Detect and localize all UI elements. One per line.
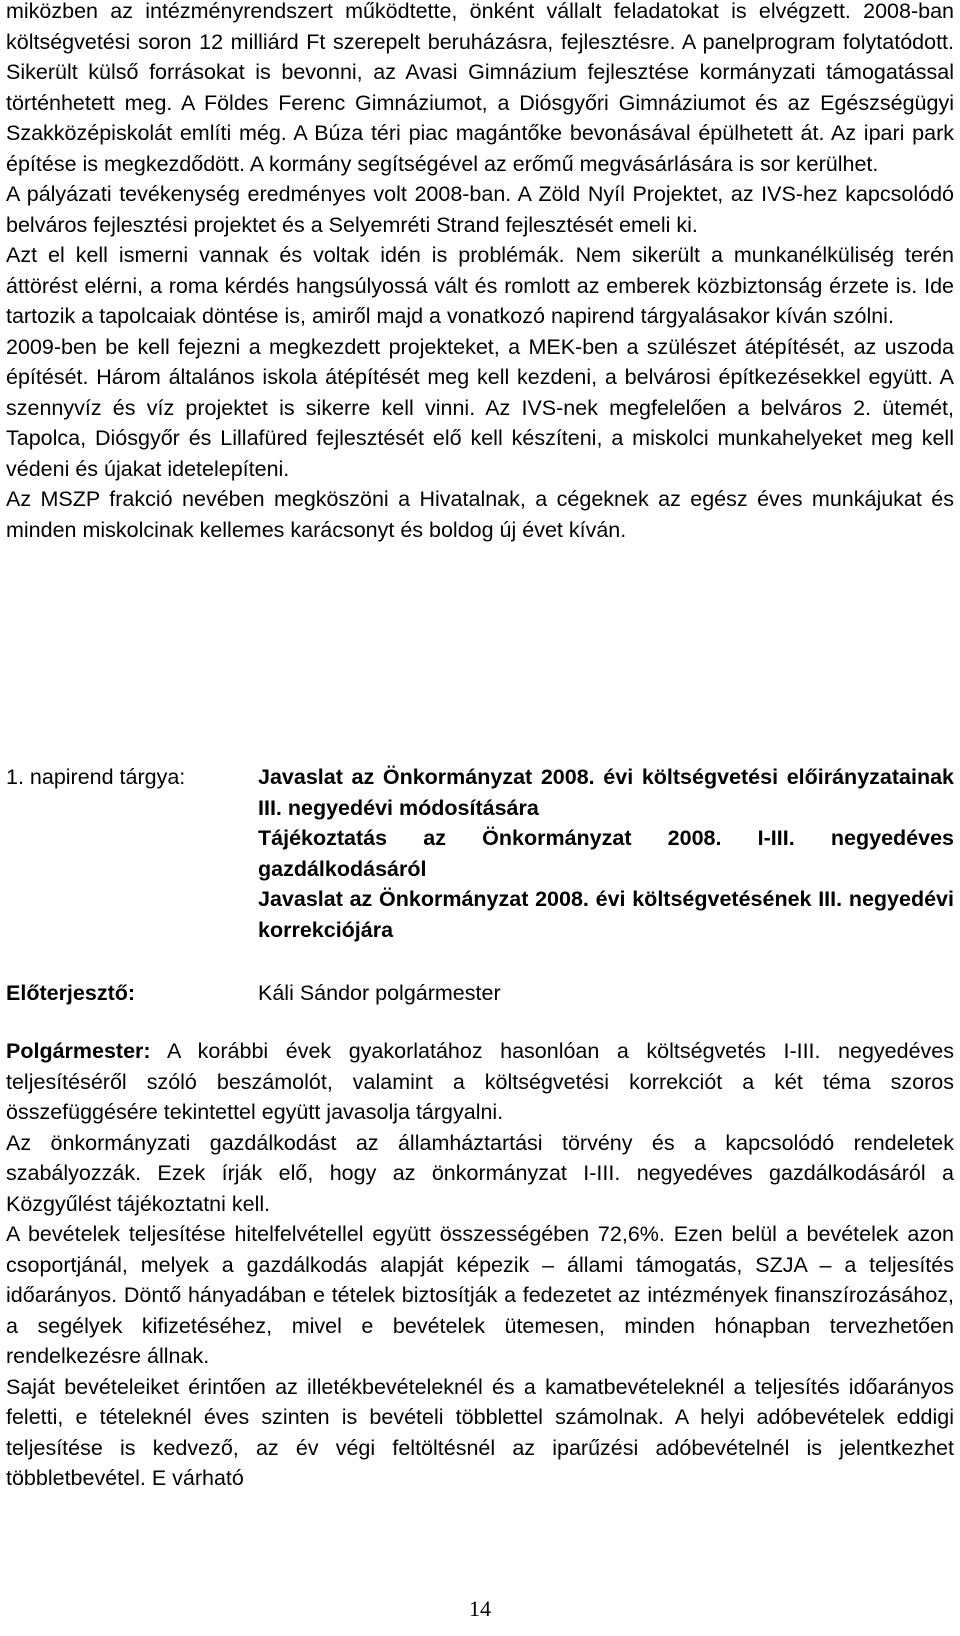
agenda-item: [6, 762, 954, 945]
paragraph: Az önkormányzati gazdálkodást az államháztartási törvény és a kapcsolódó rendeletek szabályozzák. Ezek írják elő, hogy az önkormányzat I-III. negyedéves gazdálkodásáról a Közgyűlést tájékoztatni kell.: [6, 1130, 954, 1216]
paragraph: A pályázati tevékenység eredményes volt 2008-ban. A Zöld Nyíl Projektet, az IVS-hez kapcsolódó belváros fejlesztési projektet és a Selyemréti Strand fejlesztését emeli ki.: [6, 182, 954, 237]
agenda-titles: [258, 762, 954, 945]
agenda-title: Javaslat az Önkormányzat 2008. évi költségvetésének III. negyedévi korrekciójára: [258, 887, 954, 942]
agenda-title: Javaslat az Önkormányzat 2008. évi költségvetési előirányzatainak III. negyedévi módosítására: [258, 765, 954, 820]
presenter-label: Előterjesztő:: [6, 981, 136, 1005]
continued-speech-text: [6, 0, 954, 545]
paragraph: Azt el kell ismerni vannak és voltak idén is problémák. Nem sikerült a munkanélküliség terén áttörést elérni, a roma kérdés hangsúlyossá vált és romlott az emberek közbiztonság érzete is. Ide tartozik a tapolcaiak döntése is, amiről majd a vonatkozó napirend tárgyalásakor kíván szólni.: [6, 243, 954, 328]
paragraph: A bevételek teljesítése hitelfelvétellel együtt összességében 72,6%. Ezen belül a bevételek azon csoportjánál, melyek a gazdálkodás alapját képezik – állami támogatás, SZJA – a teljesítés időarányos. Döntő hányadában e tételek biztosítják a fedezetet az intézmények finanszírozásához, a segélyek kifizetéséhez, mivel e bevételek ütemesen, minden hónapban tervezhetően rendelkezésre állnak.: [6, 1222, 954, 1368]
page-number: 14: [469, 1596, 491, 1621]
paragraph: Az MSZP frakció nevében megköszöni a Hivatalnak, a cégeknek az egész éves munkájukat és minden miskolcinak kellemes karácsonyt és boldog új évet kíván.: [6, 487, 954, 542]
paragraph: 2009-ben be kell fejezni a megkezdett projekteket, a MEK-ben a szülészet átépítését, az uszoda építését. Három általános iskola átépítését meg kell kezdeni, a belvárosi építkezésekkel együtt. A szennyvíz és víz projektet is sikerre kell vinni. Az IVS-nek megfelelően a belváros 2. ütemét, Tapolca, Diósgyőr és Lillafüred fejlesztését elő kell készíteni, a miskolci munkahelyeket meg kell védeni és újakat idetelepíteni.: [6, 334, 954, 481]
presenter-name: Káli Sándor polgármester: [258, 981, 501, 1005]
speaker-label: Polgármester:: [6, 1039, 151, 1063]
paragraph: miközben az intézményrendszert működtette, önként vállalt feladatokat is elvégzett. 2008-ban költségvetési soron 12 milliárd Ft szerepelt beruházásra, fejlesztésre. A panelprogram folytatódott. Sikerült külső forrásokat is bevonni, az Avasi Gimnázium fejlesztése kormányzati támogatással történhetett meg. A Földes Ferenc Gimnáziumot, a Diósgyőri Gimnáziumot és az Egészségügyi Szakközépiskolát említi még. A Búza téri piac magántőke bevonásával épülhetett át. Az ipari park építése is megkezdődött. A kormány segítségével az erőmű megvásárlására is sor kerülhet.: [6, 0, 954, 176]
agenda-title: Tájékoztatás az Önkormányzat 2008. I-III. negyedéves gazdálkodásáról: [258, 826, 954, 881]
presenter-row: [6, 978, 954, 1009]
agenda-label: 1. napirend tárgya:: [6, 765, 186, 789]
paragraph: [6, 1036, 954, 1128]
paragraph: Saját bevételeiket érintően az illetékbevételeknél és a kamatbevételeknél a teljesítés időarányos feletti, e tételeknél éves szinten is bevételi többlettel számolnak. A helyi adóbevételek eddigi teljesítése is kedvező, az év végi feltöltésnél az iparűzési adóbevételnél is jelentkezhet többletbevétel. E várható: [6, 1374, 954, 1490]
speech-text: A korábbi évek gyakorlatához hasonlóan a költségvetés I-III. negyedéves teljesítéséről szóló beszámolót, valamint a költségvetési korrekciót a két téma szoros összefüggésére tekintettel együtt javasolja tárgyalni.: [6, 1039, 954, 1124]
mayor-speech: [6, 1036, 954, 1494]
